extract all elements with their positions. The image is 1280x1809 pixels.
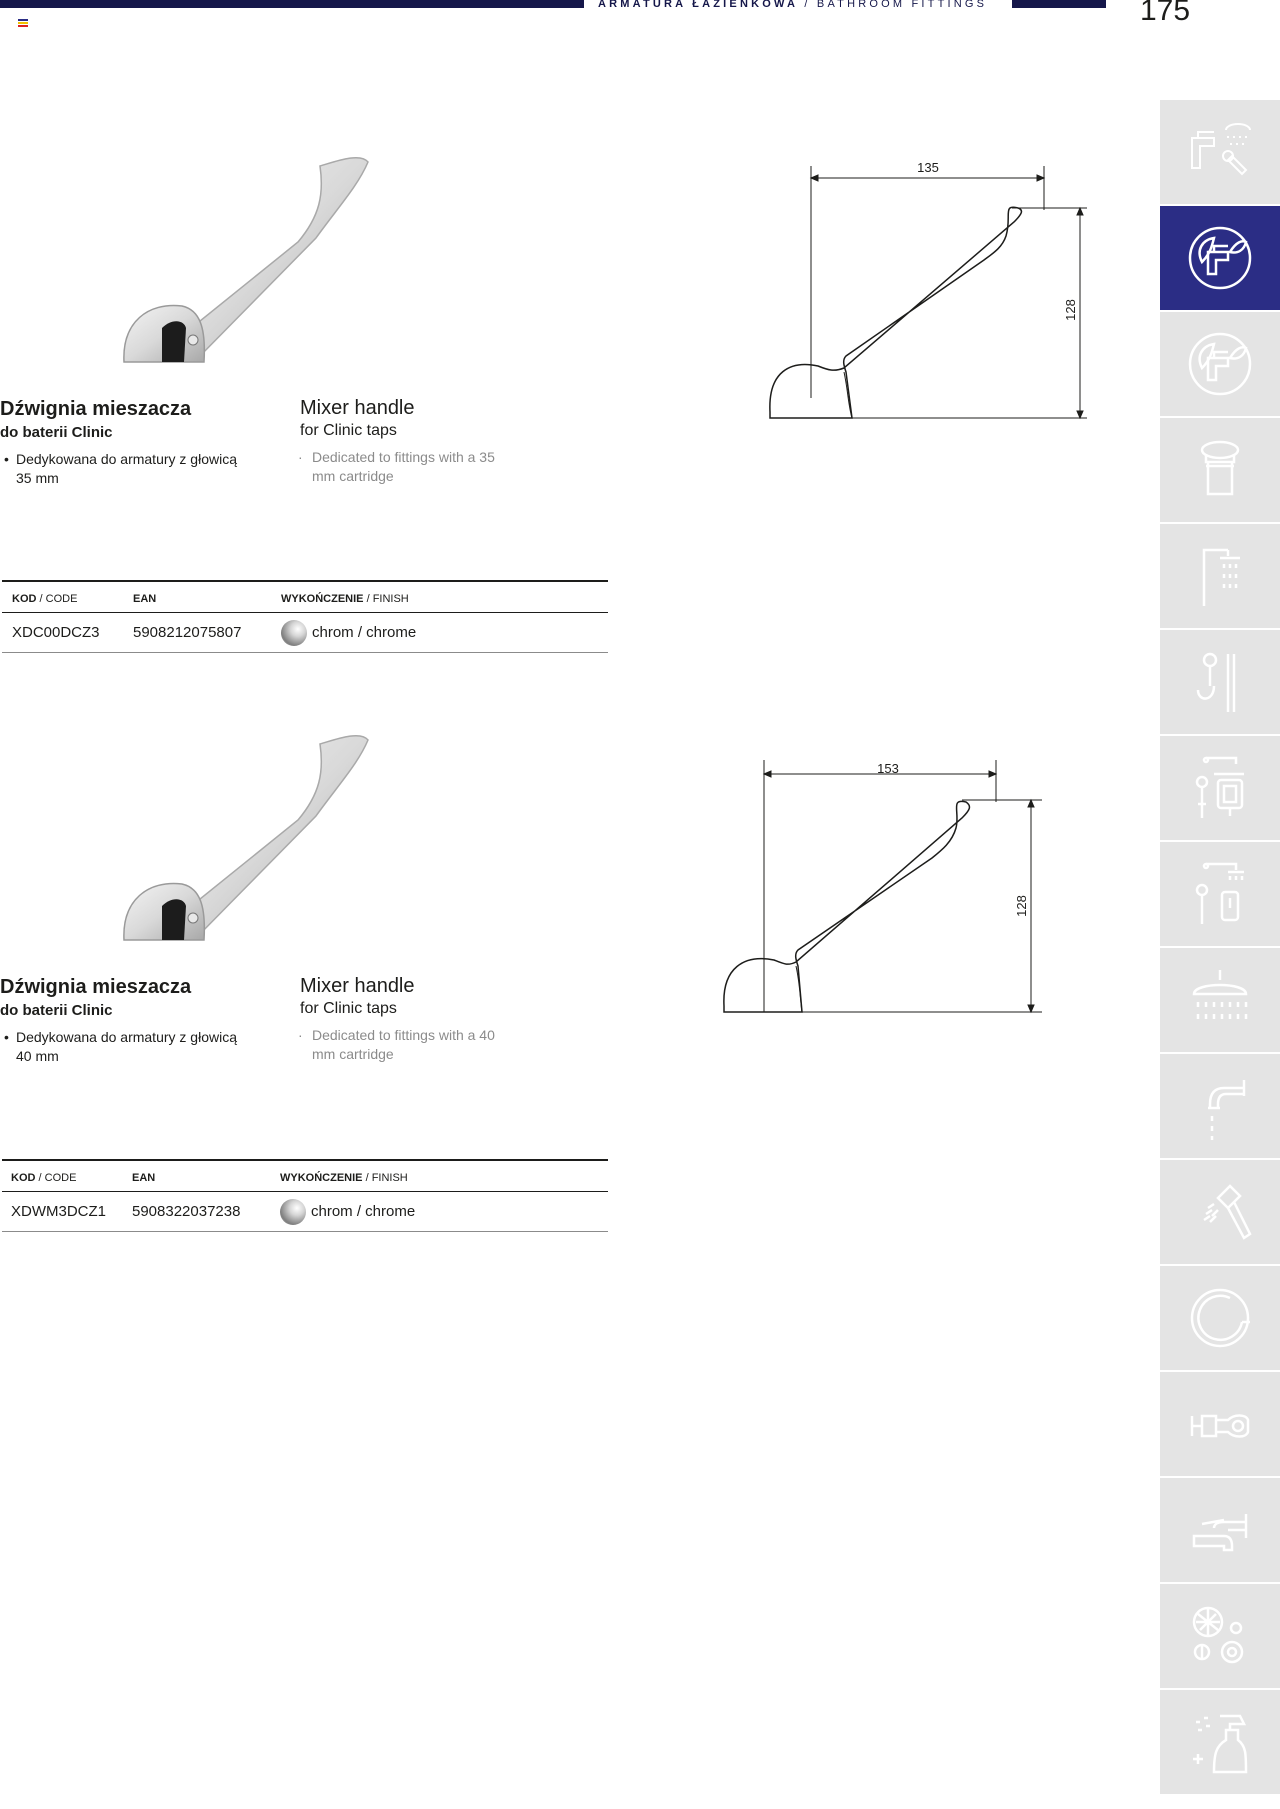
dim-height-label: 128 <box>1014 895 1029 917</box>
section-heading <box>598 0 987 10</box>
sidebar-tile-shower-rail[interactable] <box>1160 630 1280 734</box>
dim-height-label: 128 <box>1063 299 1078 321</box>
section-heading-pl: ARMATURA ŁAZIENKOWA <box>598 0 799 10</box>
col-finish-header: WYKOŃCZENIE / FINISH <box>280 1172 408 1184</box>
dim-width-label: 135 <box>917 160 939 175</box>
product-feature-pl <box>4 450 256 488</box>
sidebar-tile-rain-shower[interactable] <box>1160 948 1280 1052</box>
shower-hose-icon <box>1184 1282 1256 1354</box>
basin-tap-shower-icon <box>1184 116 1256 188</box>
col-finish-header: WYKOŃCZENIE / FINISH <box>281 593 409 605</box>
section-heading-separator: / <box>798 0 817 10</box>
product-feature-pl-text: Dedykowana do armatury z głowicą 40 mm <box>16 1029 237 1064</box>
cleaning-spray-icon <box>1184 1706 1256 1778</box>
wall-spout-icon <box>1184 1070 1256 1142</box>
table-header-row <box>2 1161 608 1191</box>
sidebar-tile-wall-bracket[interactable] <box>1160 1372 1280 1476</box>
header-rule-right <box>1012 0 1106 8</box>
sidebar-tile-basin-taps[interactable] <box>1160 100 1280 204</box>
wall-tap-icon <box>1184 1494 1256 1566</box>
bath-mixer-set-icon <box>1184 752 1256 824</box>
sidebar-tile-wall-spout[interactable] <box>1160 1054 1280 1158</box>
product-finish: chrom / chrome <box>311 1203 416 1220</box>
sidebar-tile-accessories[interactable] <box>1160 1584 1280 1688</box>
product-feature-en <box>298 448 512 486</box>
bath-spout-icon <box>1184 434 1256 506</box>
product-feature-pl <box>4 1028 256 1066</box>
col-code-header: KOD / CODE <box>11 1172 77 1184</box>
sidebar-tile-eco-taps[interactable] <box>1160 206 1280 310</box>
sidebar-tile-bath[interactable] <box>1160 418 1280 522</box>
product-title-en: Mixer handle <box>300 397 415 419</box>
sidebar-tile-cleaning[interactable] <box>1160 1690 1280 1794</box>
concealed-shower-set-icon <box>1184 858 1256 930</box>
sidebar-tile-wall-tap[interactable] <box>1160 1478 1280 1582</box>
table-header-row <box>2 582 608 612</box>
sidebar-tile-hand-shower[interactable] <box>1160 1160 1280 1264</box>
product-subtitle-pl: do baterii Clinic <box>0 424 113 441</box>
sidebar-tile-shower-column[interactable] <box>1160 524 1280 628</box>
sidebar-tile-eco-taps-outline[interactable] <box>1160 312 1280 416</box>
col-ean-header: EAN <box>133 593 157 605</box>
product-code-table <box>2 580 608 653</box>
product-subtitle-en: for Clinic taps <box>300 422 397 439</box>
product-finish: chrom / chrome <box>312 624 417 641</box>
shower-rail-icon <box>1184 646 1256 718</box>
eco-tap-outline-icon <box>1184 328 1256 400</box>
chrome-finish-swatch-icon <box>280 1199 306 1225</box>
product-code: XDWM3DCZ1 <box>11 1203 107 1220</box>
product-feature-en <box>298 1026 512 1064</box>
technical-drawing <box>718 756 1048 1026</box>
table-row <box>2 1192 608 1231</box>
product-feature-pl-text: Dedykowana do armatury z głowicą 35 mm <box>16 451 237 486</box>
sidebar-tile-concealed-set[interactable] <box>1160 842 1280 946</box>
product-ean: 5908322037238 <box>132 1203 241 1220</box>
header-rule-left <box>0 0 584 8</box>
bullet: · <box>298 1027 303 1043</box>
eco-tap-icon <box>1184 222 1256 294</box>
sidebar-tile-shower-hose[interactable] <box>1160 1266 1280 1370</box>
category-sidebar <box>1160 100 1280 1796</box>
hand-shower-icon <box>1184 1176 1256 1248</box>
product-photo <box>122 150 372 370</box>
technical-drawing <box>762 160 1092 430</box>
product-subtitle-en: for Clinic taps <box>300 1000 397 1017</box>
bullet: · <box>298 449 303 465</box>
product-photo <box>122 728 372 948</box>
rain-shower-head-icon <box>1184 964 1256 1036</box>
sidebar-tile-bath-mixer-set[interactable] <box>1160 736 1280 840</box>
wall-bracket-icon <box>1184 1388 1256 1460</box>
product-title-en: Mixer handle <box>300 975 415 997</box>
table-row <box>2 613 608 652</box>
accessories-icon <box>1184 1600 1256 1672</box>
page-number: 175 <box>1140 0 1191 27</box>
product-code: XDC00DCZ3 <box>12 624 100 641</box>
chrome-finish-swatch-icon <box>281 620 307 646</box>
section-heading-en: BATHROOM FITTINGS <box>816 0 988 10</box>
product-feature-en-text: Dedicated to fittings with a 40 mm cartridge <box>312 1027 495 1062</box>
table-bottom-rule <box>2 1231 608 1232</box>
bullet: • <box>4 451 9 467</box>
col-code-header: KOD / CODE <box>12 593 78 605</box>
product-feature-en-text: Dedicated to fittings with a 35 mm cartridge <box>312 449 495 484</box>
dim-width-label: 153 <box>877 761 899 776</box>
table-bottom-rule <box>2 652 608 653</box>
product-title-pl: Dźwignia mieszacza <box>0 976 192 998</box>
product-title-pl: Dźwignia mieszacza <box>0 398 192 420</box>
product-subtitle-pl: do baterii Clinic <box>0 1002 113 1019</box>
product-code-table <box>2 1159 608 1232</box>
product-ean: 5908212075807 <box>133 624 242 641</box>
col-ean-header: EAN <box>132 1172 156 1184</box>
shower-column-icon <box>1184 540 1256 612</box>
bullet: • <box>4 1029 9 1045</box>
